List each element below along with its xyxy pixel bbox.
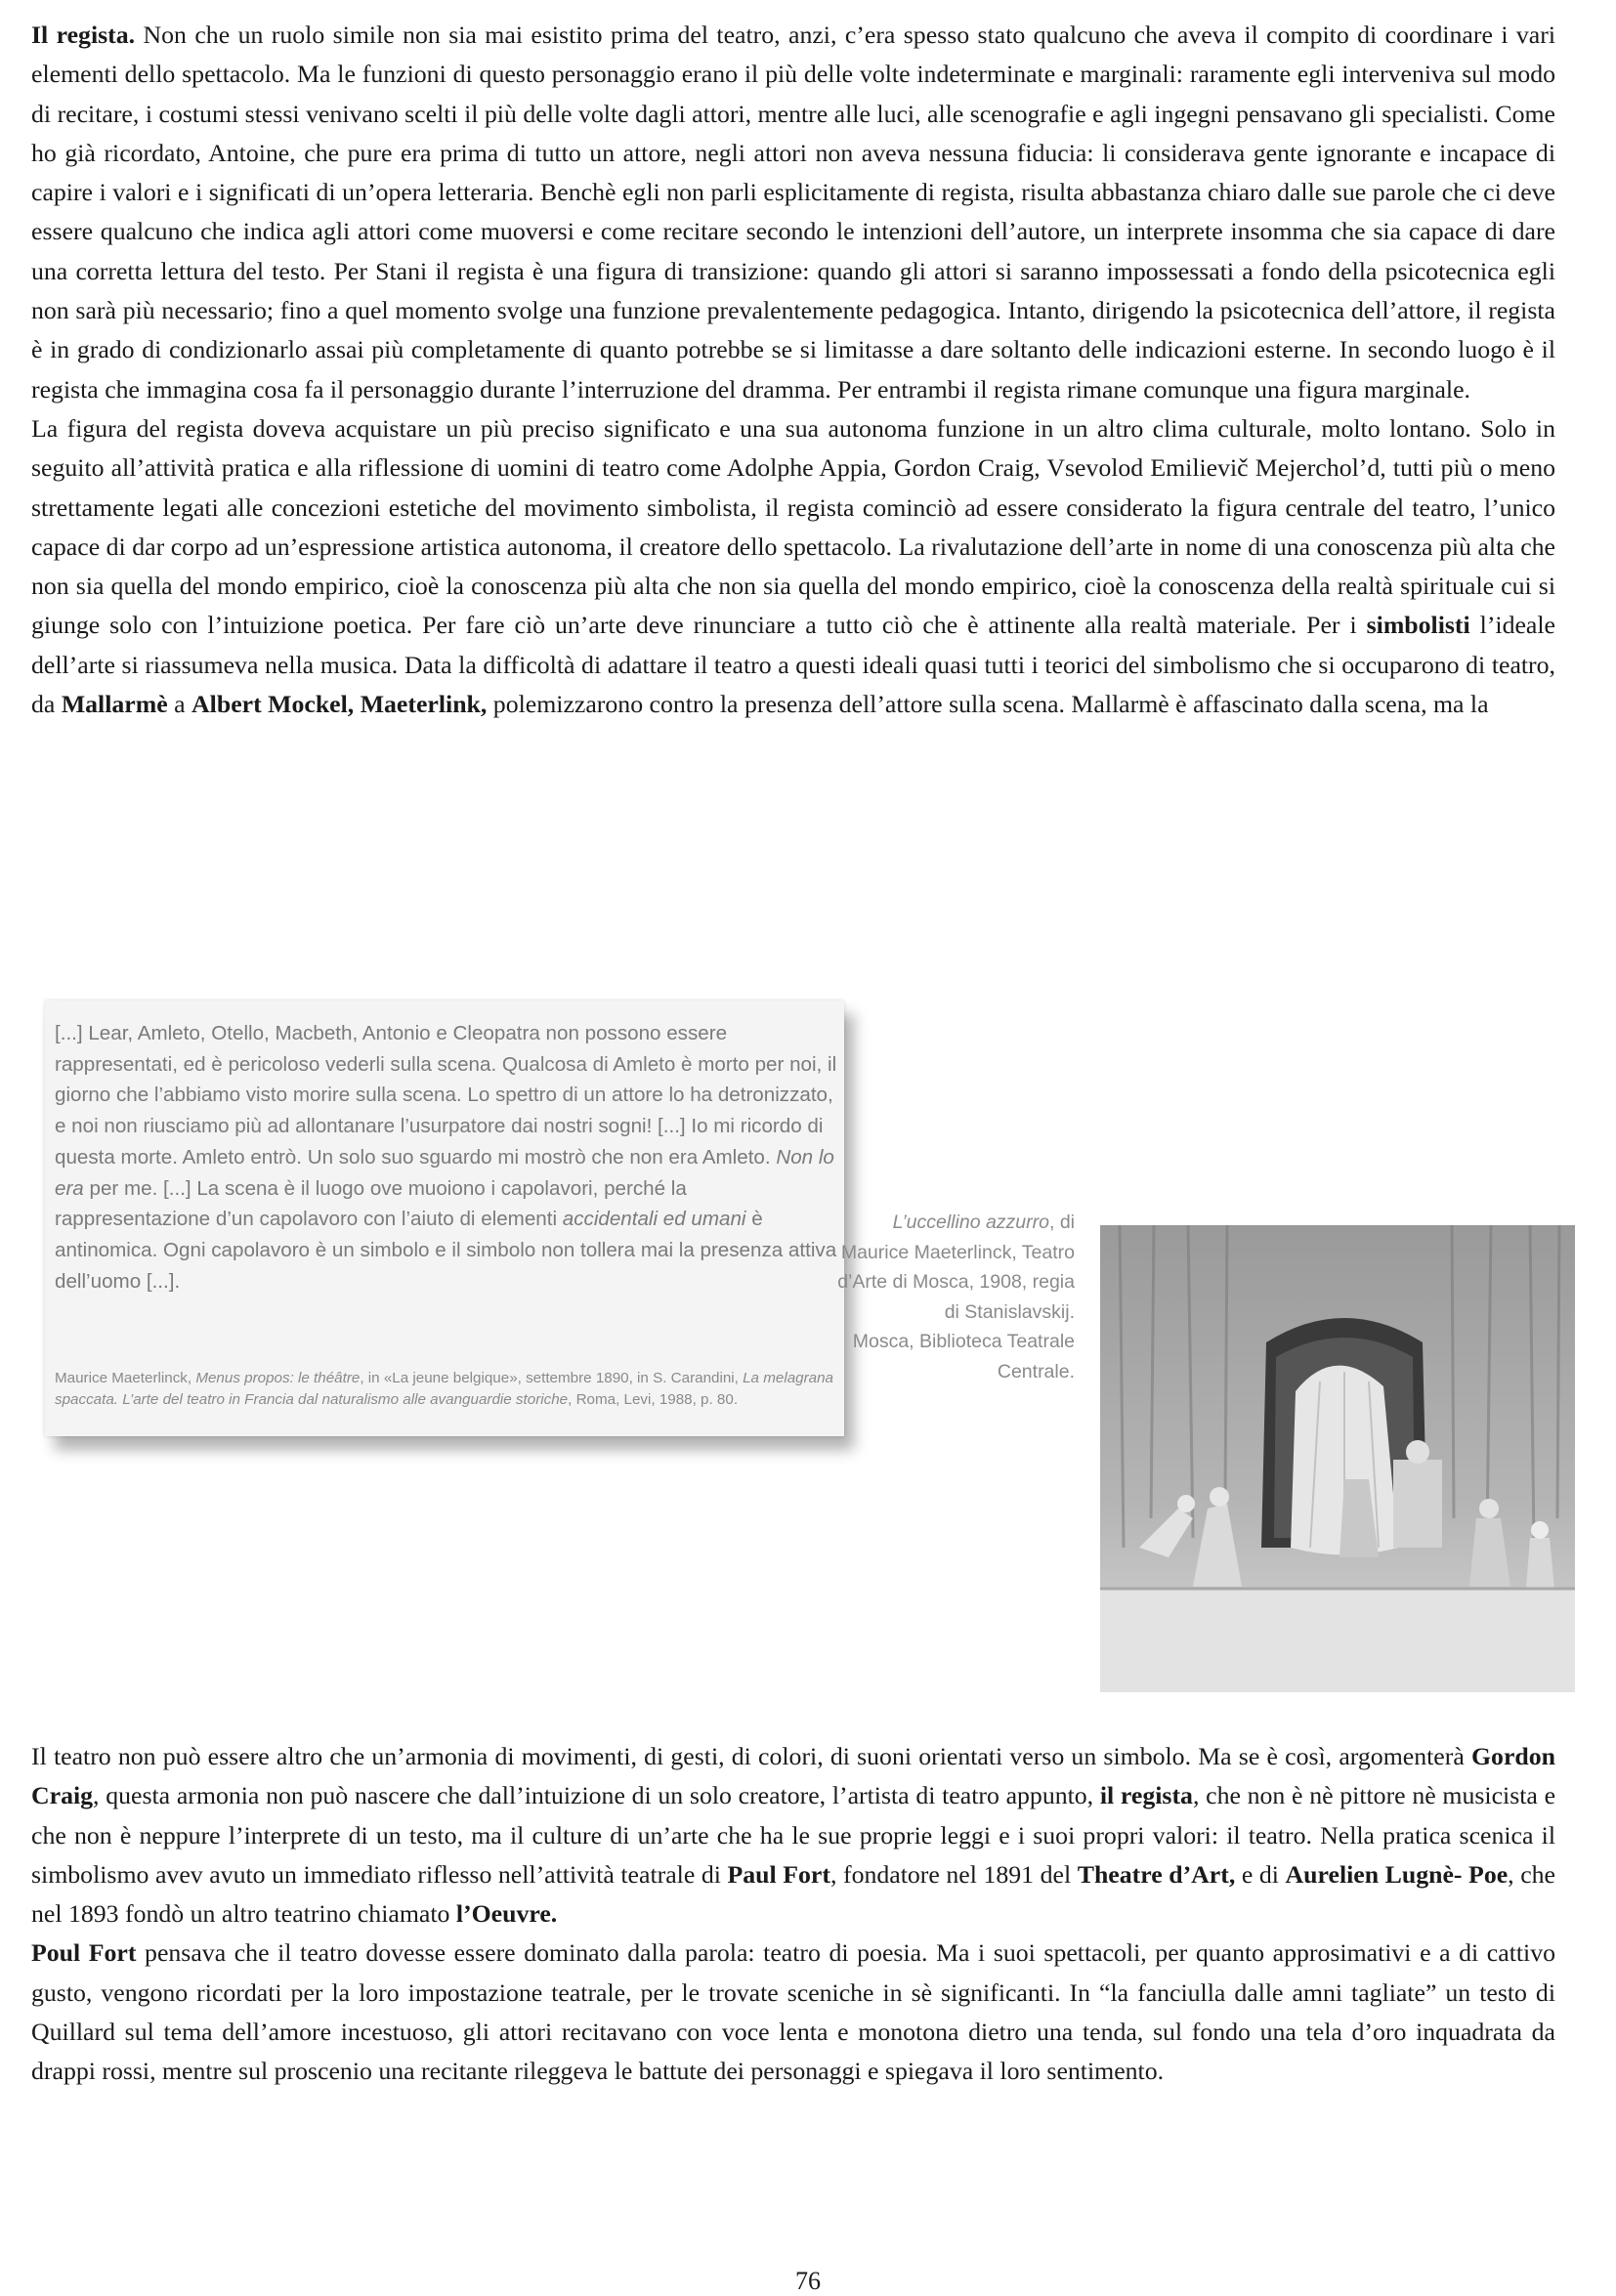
caption-text: , di Maurice Maeterlinck, Teatro d’Arte di Mosca, 1908, regia di Stanislavskij. (837, 1212, 1075, 1323)
caption-title: L’uccellino azzurro (892, 1212, 1049, 1233)
source-italic: Menus propos: le théâtre (195, 1370, 361, 1386)
paragraph-lead: Il regista. (31, 21, 136, 49)
paragraph-text: a (167, 690, 192, 719)
bold-term: Theatre d’Art, (1077, 1859, 1236, 1889)
paragraph-il-regista (31, 16, 1555, 724)
quote-italic: accidentali ed umani (562, 1208, 746, 1231)
paragraph-text: Il teatro non può essere altro che un’armonia di movimenti, di gesti, di colori, di suoni orientati verso un simbolo. Ma se è così, argomenterà (31, 1742, 1471, 1770)
bold-term: il regista (1099, 1781, 1193, 1810)
bold-term: l’Oeuvre. (455, 1899, 558, 1929)
bold-term: simbolisti (1366, 611, 1470, 640)
paragraph-text: Non che un ruolo simile non sia mai esistito prima del teatro, anzi, c’era spesso stato qualcuno che aveva il compito di coordinare i vari elementi dello spettacolo. Ma le funzioni di questo personaggio erano il più delle volte indeterminate e marginali: raramente egli interveniva sul modo di recitare, i costumi stessi venivano scelti il più delle volte dagli attori, mentre alle luci, alle scenografie e agli ingegni pensavano gli specialisti. Come ho già ricordato, Antoine, che pure era prima di tutto un attore, negli attori non aveva nessuna fiducia: li considerava gente ignorante e incapace di capire i valori e i significati di un’opera letteraria. Benchè egli non parli esplicitamente di regista, risulta abbastanza chiaro dalle sue parole che ci deve essere qualcuno che indica agli attori come muoversi e come recitare secondo le intenzioni dell’autore, un interprete insomma che sia capace di dare una corretta lettura del testo. Per Stani il regista è una figura di transizione: quando gli attori si saranno impossessati a fondo della psicotecnica egli non sarà più necessario; fino a quel momento svolge una funzione prevalentemente pedagogica. Intanto, dirigendo la psicotecnica dell’attore, il regista è in grado di condizionarlo assai più completamente di quanto potrebbe se si limitasse a dare soltanto delle indicazioni esterne. In secondo luogo è il regista che immagina cosa fa il personaggio durante l’interruzione del dramma. Per entrambi il regista rimane comunque una figura marginale. (31, 21, 1556, 404)
quote-source (55, 1368, 844, 1410)
quote-text-part: per me. [...] La scena è il luogo ove muoiono i capolavori, perché la rappresentazione d’un capolavoro con l’aiuto di elementi (55, 1176, 687, 1231)
paragraph-text: La figura del regista doveva acquistare un più preciso significato e una sua autonoma funzione in un altro clima culturale, molto lontano. Solo in seguito all’attività pratica e alla riflessione di uomini di teatro come Adolphe Appia, Gordon Craig, Vsevolod Emilievič Mejerchol’d, tutti più o meno strettamente legati alle concezioni estetiche del movimento simbolista, il regista cominciò ad essere considerato la figura centrale del teatro, l’unico capace di dar corpo ad un’espressione artistica autonoma, il creatore dello spettacolo. La rivalutazione dell’arte in nome di una conoscenza più alta che non sia quella del mondo empirico, cioè la conoscenza più alta che non sia quella del mondo empirico, cioè la conoscenza della realtà spirituale cui si giunge solo con l’intuizione poetica. Per fare ciò un’arte deve rinunciare a tutto ciò che è attinente alla realtà materiale. Per i (31, 413, 1555, 640)
quote-italic: Non lo era (55, 1145, 834, 1200)
paragraph-text: l’ideale dell’arte si riassumeva nella musica. Data la difficoltà di adattare il teatro a questi ideali quasi tutti i teorici del simbolismo che si occuparono di teatro, da (31, 611, 1555, 719)
bold-term: Albert Mockel, Maeterlink, (191, 690, 488, 719)
quote-text-part: è antinomica. Ogni capolavoro è un simbolo e il simbolo non tollera mai la presenza attiva dell’uomo [...]. (55, 1208, 837, 1293)
paragraph-text: polemizzarono contro la presenza dell’attore sulla scena. Mallarmè è affascinato dalla scena, ma la (487, 690, 1489, 719)
stage-photo-drawing (1100, 1225, 1575, 1692)
caption-source: Mosca, Biblioteca Teatrale Centrale. (852, 1331, 1075, 1382)
bold-term: Poul Fort (31, 1938, 137, 1968)
photo-caption (823, 1208, 1075, 1386)
bold-term: Mallarmè (61, 690, 168, 719)
source-part: , in «La jeune belgique», settembre 1890, in S. Carandini, (360, 1370, 744, 1386)
quote-box (45, 1000, 844, 1436)
bold-term: Aurelien Lugnè- Poe (1285, 1859, 1509, 1889)
quote-text-part: [...] Lear, Amleto, Otello, Macbeth, Antonio e Cleopatra non possono essere rappresentati, ed è pericoloso vederli sulla scena. Qualcosa di Amleto è morto per noi, il giorno che l’abbiamo visto morire sulla scena. Lo spettro di un attore lo ha detronizzato, e noi non riusciamo più ad allontanare l’usurpatore dai nostri sogni! [...] Io mi ricordo di questa morte. Amleto entrò. Un solo suo sguardo mi mostrò che non era Amleto. (55, 1022, 837, 1169)
quote-text (55, 1018, 844, 1297)
paragraph-text: , che nel 1893 fondò un altro teatrino chiamato (31, 1859, 1555, 1929)
bold-term: Paul Fort (727, 1859, 830, 1889)
section-theatre (31, 1737, 1555, 2092)
bold-term: Gordon Craig (31, 1742, 1555, 1810)
source-italic: La melagrana spaccata. L’arte del teatro in Francia dal naturalismo alle avanguardie storiche (55, 1370, 833, 1408)
paragraph-armonia (31, 1737, 1555, 1934)
paragraph-text: , che non è nè pittore nè musicista e che non è neppure l’interprete di un testo, ma il culture di un’arte che ha le sue proprie leggi e i suoi propri valori: il teatro. Nella pratica scenica il simbolismo avev avuto un immediato riflesso nell’attività teatrale di (31, 1781, 1556, 1889)
source-part: , Roma, Levi, 1988, p. 80. (568, 1390, 739, 1408)
source-part: Maurice Maeterlinck, (55, 1370, 196, 1386)
paragraph-text: , fondatore nel 1891 del (829, 1859, 1078, 1889)
page-number: 76 (795, 2267, 821, 2295)
stage-photo (1100, 1225, 1575, 1692)
paragraph-poul-fort (31, 1934, 1555, 2091)
paragraph-text: e di (1235, 1859, 1286, 1889)
paragraph-text: , questa armonia non può nascere che dall’intuizione di un solo creatore, l’artista di teatro appunto, (93, 1781, 1100, 1810)
paragraph-text: pensava che il teatro dovesse essere dominato dalla parola: teatro di poesia. Ma i suoi spettacoli, per quanto approsimativi e a di cattivo gusto, vengono ricordati per la loro impostazione teatrale, per le trovate sceniche in sè significanti. In “la fanciulla dalle amni tagliate” un testo di Quillard sul tema dell’amore incestuoso, gli attori recitavano con voce lenta e monotona dietro una tenda, sul fondo una tela d’oro inquadrata da drappi rossi, mentre sul proscenio una recitante rileggeva le battute dei personaggi e spiegava il loro sentimento. (31, 1938, 1555, 2086)
